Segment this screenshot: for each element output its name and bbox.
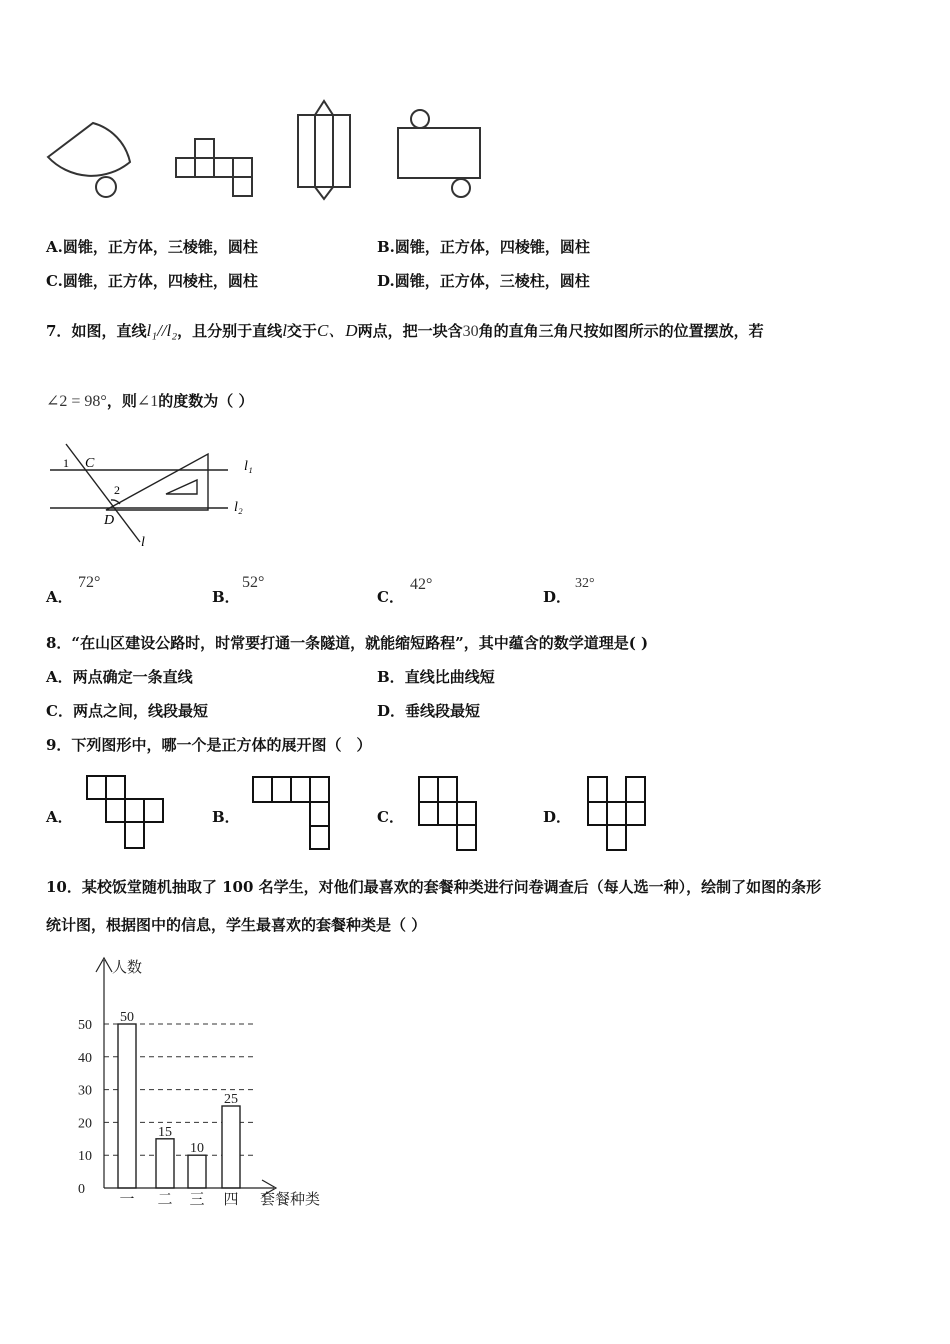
label-l: l [141, 535, 145, 550]
q7-option-c-value: 42° [410, 576, 433, 593]
bar-4 [222, 1106, 240, 1188]
q6-figures [40, 95, 500, 205]
q9-option-a-net [84, 773, 166, 853]
q8-option-d[interactable]: D．垂线段最短 [377, 702, 481, 720]
label-c: C [85, 456, 95, 471]
x-tick-label: 一 [119, 1192, 135, 1208]
label-angle-2: 2 [114, 483, 120, 497]
q6-option-d[interactable]: D.圆锥，正方体，三棱柱，圆柱 [377, 272, 590, 290]
q7-figure [44, 440, 264, 555]
bar-3 [188, 1155, 206, 1188]
set-square-inner [166, 480, 197, 494]
q9-option-b-letter[interactable]: B． [212, 808, 240, 826]
prism-net-figure [298, 101, 350, 199]
label-d: D [104, 513, 115, 528]
q7-option-b-value: 52° [242, 574, 265, 591]
cone-net-figure [48, 123, 130, 197]
q8-option-a[interactable]: A．两点确定一条直线 [46, 668, 193, 686]
q8-stem: 8．“在山区建设公路时，时常要打通一条隧道，就能缩短路程”，其中蕴含的数学道理是( ) [46, 634, 649, 652]
y-tick-label: 0 [78, 1182, 85, 1197]
q7-option-a-letter[interactable]: A． [46, 588, 73, 606]
q6-option-b[interactable]: B.圆锥，正方体，四棱锥，圆柱 [377, 238, 590, 256]
y-tick-label: 10 [78, 1149, 92, 1165]
q7-math-angle2: ∠2 = 98° [46, 393, 107, 410]
q7-option-d-value: 32° [575, 576, 595, 591]
q10-bar-chart [70, 950, 350, 1220]
y-tick-label: 50 [78, 1018, 92, 1033]
q9-option-d-net [585, 774, 651, 854]
y-tick-label: 20 [78, 1116, 92, 1132]
q6-option-a[interactable]: A.圆锥，正方体，三棱锥，圆柱 [46, 238, 258, 256]
label-l1: l₁ [244, 459, 253, 474]
q9-option-c-letter[interactable]: C． [377, 808, 404, 826]
q10-stem-line1: 10．某校饭堂随机抽取了 100 名学生，对他们最喜欢的套餐种类进行问卷调查后（每人选一种），绘制了如图的条形 [46, 878, 822, 896]
q8-option-b[interactable]: B．直线比曲线短 [377, 668, 495, 686]
x-tick-label: 三 [189, 1192, 205, 1208]
line-l [66, 444, 140, 542]
q7-stem-line1: 7．如图，直线l₁//l₂，且分别于直线l交于C、D两点，把一块含30角的直角三角尺按如图所示的位置摆放，若 [46, 321, 764, 340]
q9-option-c-net [416, 774, 482, 854]
cube-net-figure [176, 139, 252, 196]
label-l2: l₂ [234, 500, 243, 515]
q7-math-parallel: l₁//l₂ [146, 321, 178, 340]
label-angle-1: 1 [63, 456, 69, 470]
q6-option-c[interactable]: C.圆锥，正方体，四棱柱，圆柱 [46, 272, 258, 290]
x-tick-label: 四 [223, 1192, 239, 1208]
bar-value-label: 15 [158, 1124, 172, 1140]
cylinder-net-figure [398, 110, 480, 197]
bar-value-label: 25 [224, 1092, 238, 1107]
q9-option-a-letter[interactable]: A． [46, 808, 73, 826]
x-tick-label: 二 [157, 1192, 173, 1208]
y-axis-label: 人数 [112, 960, 143, 976]
bar-2 [156, 1139, 174, 1188]
q9-option-b-net [250, 774, 332, 854]
chart-bars-group [118, 1024, 240, 1188]
q9-stem: 9．下列图形中，哪一个是正方体的展开图（ ） [46, 736, 372, 754]
bar-value-label: 10 [190, 1141, 204, 1157]
q9-option-d-letter[interactable]: D． [543, 808, 572, 826]
bar-1 [118, 1024, 136, 1188]
x-axis-label: 套餐种类 [260, 1192, 321, 1208]
bar-value-label: 50 [120, 1010, 134, 1025]
q8-option-c[interactable]: C．两点之间，线段最短 [46, 702, 208, 720]
q7-option-c-letter[interactable]: C． [377, 588, 404, 606]
q7-stem-line2: ∠2 = 98°，则∠1的度数为（ ） [46, 392, 254, 410]
q7-option-d-letter[interactable]: D． [543, 588, 572, 606]
q7-option-b-letter[interactable]: B． [212, 588, 240, 606]
y-tick-label: 40 [78, 1050, 92, 1066]
q7-option-a-value: 72° [78, 574, 101, 591]
y-tick-label: 30 [78, 1083, 92, 1099]
q10-stem-line2: 统计图，根据图中的信息，学生最喜欢的套餐种类是（ ） [46, 916, 427, 934]
